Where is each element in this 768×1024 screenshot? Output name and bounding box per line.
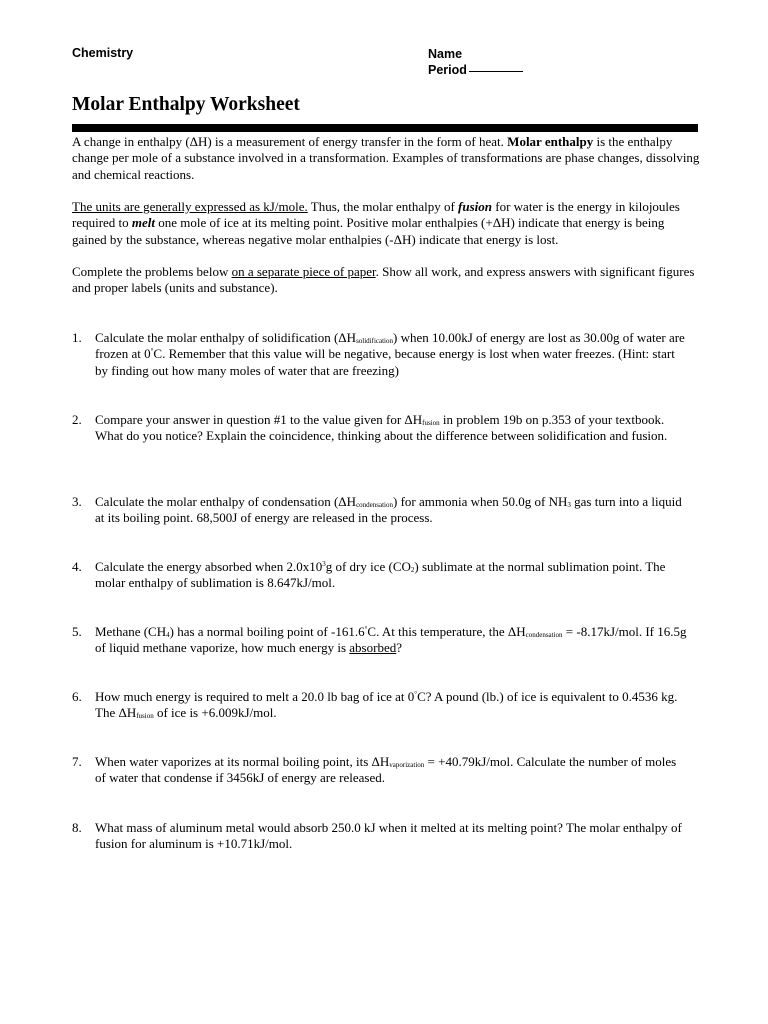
text-run: g of dry ice (CO xyxy=(325,559,411,574)
subscript: solidification xyxy=(356,337,394,345)
text-run: C. At this temperature, the ΔH xyxy=(367,624,526,639)
text-run: Methane (CH xyxy=(95,624,167,639)
text-run: Compare your answer in question #1 to the value given for ΔH xyxy=(95,412,423,427)
question-5 xyxy=(72,624,688,657)
text-run: Calculate the molar enthalpy of solidification (ΔH xyxy=(95,330,357,345)
question-text xyxy=(95,330,688,379)
question-number: 5. xyxy=(72,624,82,639)
question-1 xyxy=(72,330,688,379)
intro-text: Thus, the molar enthalpy of xyxy=(307,199,459,214)
page-title: Molar Enthalpy Worksheet xyxy=(72,94,300,115)
question-number: 3. xyxy=(72,494,82,509)
period-field xyxy=(428,62,523,78)
period-label: Period xyxy=(428,63,467,77)
subscript: 4 xyxy=(166,631,170,639)
text-run: = +40.79kJ/mol. Calculate the number of moles of water that condense if 3456kJ of energy are released. xyxy=(95,754,677,786)
text-run: ) sublimate at the normal sublimation point. The molar enthalpy of sublimation is 8.647kJ/mol. xyxy=(95,559,666,591)
question-number: 2. xyxy=(72,412,82,427)
question-number: 1. xyxy=(72,330,82,345)
subscript: fusion xyxy=(422,419,440,427)
instructions-text: . Show all work, and express answers with significant figures and proper labels (units and substance). xyxy=(72,264,695,296)
subscript: condensation xyxy=(525,631,563,639)
text-run: How much energy is required to melt a 20.0 lb bag of ice at 0 xyxy=(95,689,415,704)
title-divider xyxy=(72,124,698,132)
question-4 xyxy=(72,559,688,592)
text-run: C. Remember that this value will be negative, because energy is lost when water freezes. (Hint: start by finding out how many moles of water that are freezing) xyxy=(95,346,675,378)
absorbed-emphasis: absorbed xyxy=(349,640,397,656)
intro-text: is the enthalpy change per mole of a substance involved in a transformation. Examples of transformations are phase changes, dissolving and chemical reactions. xyxy=(72,134,700,182)
units-note: The units are generally expressed as kJ/mole. xyxy=(72,199,308,214)
fusion-term: fusion xyxy=(458,199,493,214)
text-run: ? xyxy=(396,640,402,656)
superscript: ° xyxy=(364,625,368,633)
question-8 xyxy=(72,820,688,853)
question-6 xyxy=(72,689,688,722)
instructions-paragraph xyxy=(72,264,700,297)
instructions-text: Complete the problems below xyxy=(72,264,232,279)
subscript: vaporization xyxy=(389,761,425,769)
question-number: 6. xyxy=(72,689,82,704)
period-blank-line xyxy=(469,71,523,72)
text-run: What mass of aluminum metal would absorb 250.0 kJ when it melted at its melting point? The molar enthalpy of fusion for aluminum is +10.71kJ/mol. xyxy=(95,820,682,852)
subscript: 3 xyxy=(567,501,571,509)
text-run: = -8.17kJ/mol. If 16.5g of liquid methane vaporize, how much energy is xyxy=(95,624,687,656)
text-run: gas turn into a liquid at its boiling point. 68,500J of energy are released in the process. xyxy=(95,494,682,526)
question-number: 4. xyxy=(72,559,82,574)
question-text xyxy=(95,494,688,527)
question-text xyxy=(95,689,688,722)
question-text xyxy=(95,412,688,445)
text-run: Calculate the molar enthalpy of condensation (ΔH xyxy=(95,494,357,509)
question-text xyxy=(95,820,688,853)
course-label: Chemistry xyxy=(72,46,134,60)
text-run: When water vaporizes at its normal boiling point, its ΔH xyxy=(95,754,390,769)
melt-term: melt xyxy=(131,215,156,231)
question-number: 7. xyxy=(72,754,82,769)
intro-text: A change in enthalpy (ΔH) is a measurement of energy transfer in the form of heat. xyxy=(72,134,508,149)
student-info xyxy=(428,46,523,78)
superscript: ° xyxy=(150,347,154,356)
text-run: Calculate the energy absorbed when 2.0x10 xyxy=(95,559,323,574)
superscript: ° xyxy=(414,690,418,698)
subscript: fusion xyxy=(136,712,154,721)
question-text xyxy=(95,559,688,592)
question-text xyxy=(95,624,688,657)
intro-paragraph-2 xyxy=(72,199,700,248)
question-number: 8. xyxy=(72,820,82,835)
question-7 xyxy=(72,754,688,787)
text-run: ) when 10.00kJ of energy are lost as 30.00g of water are frozen at 0 xyxy=(95,330,685,362)
intro-text: for water is the energy in kilojoules required to xyxy=(72,199,680,231)
intro-text: one mole of ice at its melting point. Positive molar enthalpies (+ΔH) indicate that energy is being gained by the substance, whereas negative molar enthalpies (-ΔH) indicate that energy is lost. xyxy=(72,215,665,247)
separate-paper-note: on a separate piece of paper xyxy=(231,264,376,279)
name-label: Name xyxy=(428,47,463,61)
text-run: C? A pound (lb.) of ice is equivalent to 0.4536 kg. The ΔH xyxy=(95,689,678,721)
text-run: of ice is +6.009kJ/mol. xyxy=(153,705,277,721)
question-2 xyxy=(72,412,688,445)
text-run: in problem 19b on p.353 of your textbook. What do you notice? Explain the coincidence, thinking about the difference between solidification and fusion. xyxy=(95,412,668,444)
subscript: condensation xyxy=(356,501,393,509)
molar-enthalpy-term: Molar enthalpy xyxy=(507,134,594,149)
text-run: ) for ammonia when 50.0g of NH xyxy=(393,494,568,509)
question-3 xyxy=(72,494,688,527)
superscript: 3 xyxy=(322,560,326,568)
subscript: 2 xyxy=(410,566,415,574)
intro-paragraph-1 xyxy=(72,134,700,183)
text-run: ) has a normal boiling point of -161.6 xyxy=(169,624,365,639)
question-text xyxy=(95,754,688,787)
